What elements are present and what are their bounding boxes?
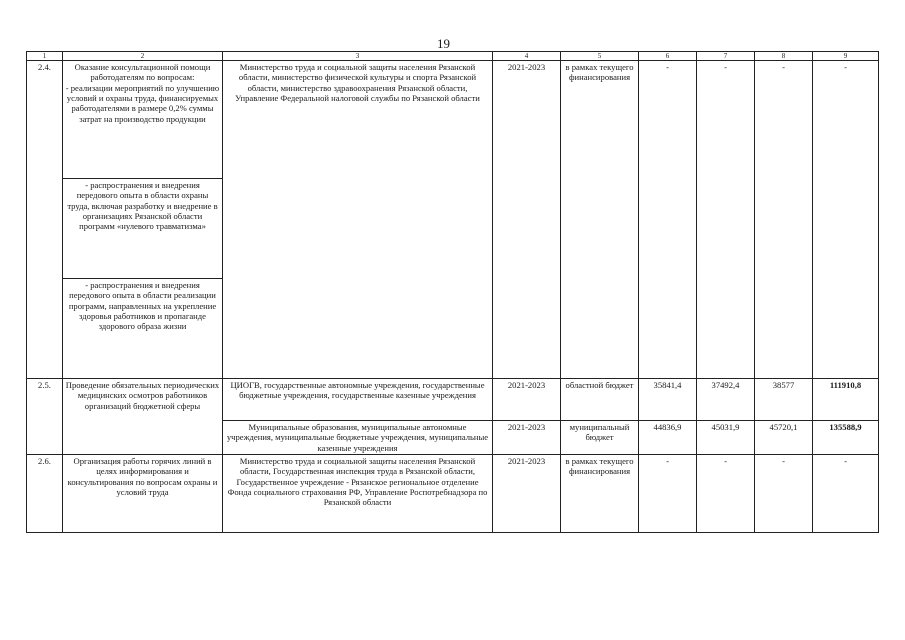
value-cell: - — [755, 61, 813, 379]
activity-cell: - распространения и внедрения передового опыта в области охраны труда, включая разработку и внедрение в организациях Рязанской области программ «нулевого травматизма» — [63, 179, 223, 279]
value-cell: - — [639, 61, 697, 379]
value-cell: 37492,4 — [697, 379, 755, 421]
executor-cell: Министерство труда и социальной защиты населения Рязанской области, Государственная инспекция труда в Рязанской области, Государственное учреждение - Рязанское региональное отделение Фонда социального страхования РФ, Управление Роспотребнадзора по Рязанской области — [223, 455, 493, 533]
period-cell: 2021-2023 — [493, 379, 561, 421]
value-cell: 45031,9 — [697, 421, 755, 455]
row-number: 2.4. — [27, 61, 63, 379]
total-value-cell: 111910,8 — [813, 379, 879, 421]
column-number-row — [27, 52, 879, 61]
value-cell: 35841,4 — [639, 379, 697, 421]
source-cell: муниципальный бюджет — [561, 421, 639, 455]
activity-cell: Проведение обязательных периодических медицинских осмотров работников организаций бюджетной сферы — [63, 379, 223, 455]
program-table — [26, 51, 879, 533]
table-row — [27, 455, 879, 533]
activity-cell: Оказание консультационной помощи работодателям по вопросам: - реализации мероприятий по улучшению условий и охраны труда, финансируемых работодателями в размере 0,2% суммы затрат на производство продукции — [63, 61, 223, 179]
value-cell: - — [639, 455, 697, 533]
period-cell: 2021-2023 — [493, 421, 561, 455]
col-header: 8 — [755, 52, 813, 61]
value-cell: - — [813, 61, 879, 379]
activity-cell: Организация работы горячих линий в целях информирования и консультирования по вопросам охраны и условий труда — [63, 455, 223, 533]
row-number: 2.5. — [27, 379, 63, 455]
period-cell: 2021-2023 — [493, 61, 561, 379]
col-header: 9 — [813, 52, 879, 61]
total-value-cell: 135588,9 — [813, 421, 879, 455]
row-number: 2.6. — [27, 455, 63, 533]
col-header: 4 — [493, 52, 561, 61]
source-cell: в рамках текущего финансирования — [561, 61, 639, 379]
col-header: 3 — [223, 52, 493, 61]
value-cell: - — [755, 455, 813, 533]
activity-cell: - распространения и внедрения передового опыта в области реализации программ, направленных на укрепление здоровья работников и пропаганде здорового образа жизни — [63, 279, 223, 379]
source-cell: в рамках текущего финансирования — [561, 455, 639, 533]
table-row — [27, 379, 879, 421]
table-row — [27, 61, 879, 179]
period-cell: 2021-2023 — [493, 455, 561, 533]
value-cell: 38577 — [755, 379, 813, 421]
page-number: 19 — [437, 36, 450, 51]
col-header: 1 — [27, 52, 63, 61]
source-cell: областной бюджет — [561, 379, 639, 421]
executor-cell: ЦИОГВ, государственные автономные учреждения, государственные бюджетные учреждения, государственные казенные учреждения — [223, 379, 493, 421]
value-cell: - — [813, 455, 879, 533]
value-cell: 45720,1 — [755, 421, 813, 455]
executor-cell: Муниципальные образования, муниципальные автономные учреждения, муниципальные бюджетные учреждения, муниципальные казенные учреждения — [223, 421, 493, 455]
col-header: 6 — [639, 52, 697, 61]
col-header: 2 — [63, 52, 223, 61]
col-header: 7 — [697, 52, 755, 61]
value-cell: - — [697, 455, 755, 533]
value-cell: - — [697, 61, 755, 379]
executor-cell: Министерство труда и социальной защиты населения Рязанской области, министерство физической культуры и спорта Рязанской области, министерство здравоохранения Рязанской области, Управление Федеральной налоговой службы по Рязанской области — [223, 61, 493, 379]
col-header: 5 — [561, 52, 639, 61]
value-cell: 44836,9 — [639, 421, 697, 455]
